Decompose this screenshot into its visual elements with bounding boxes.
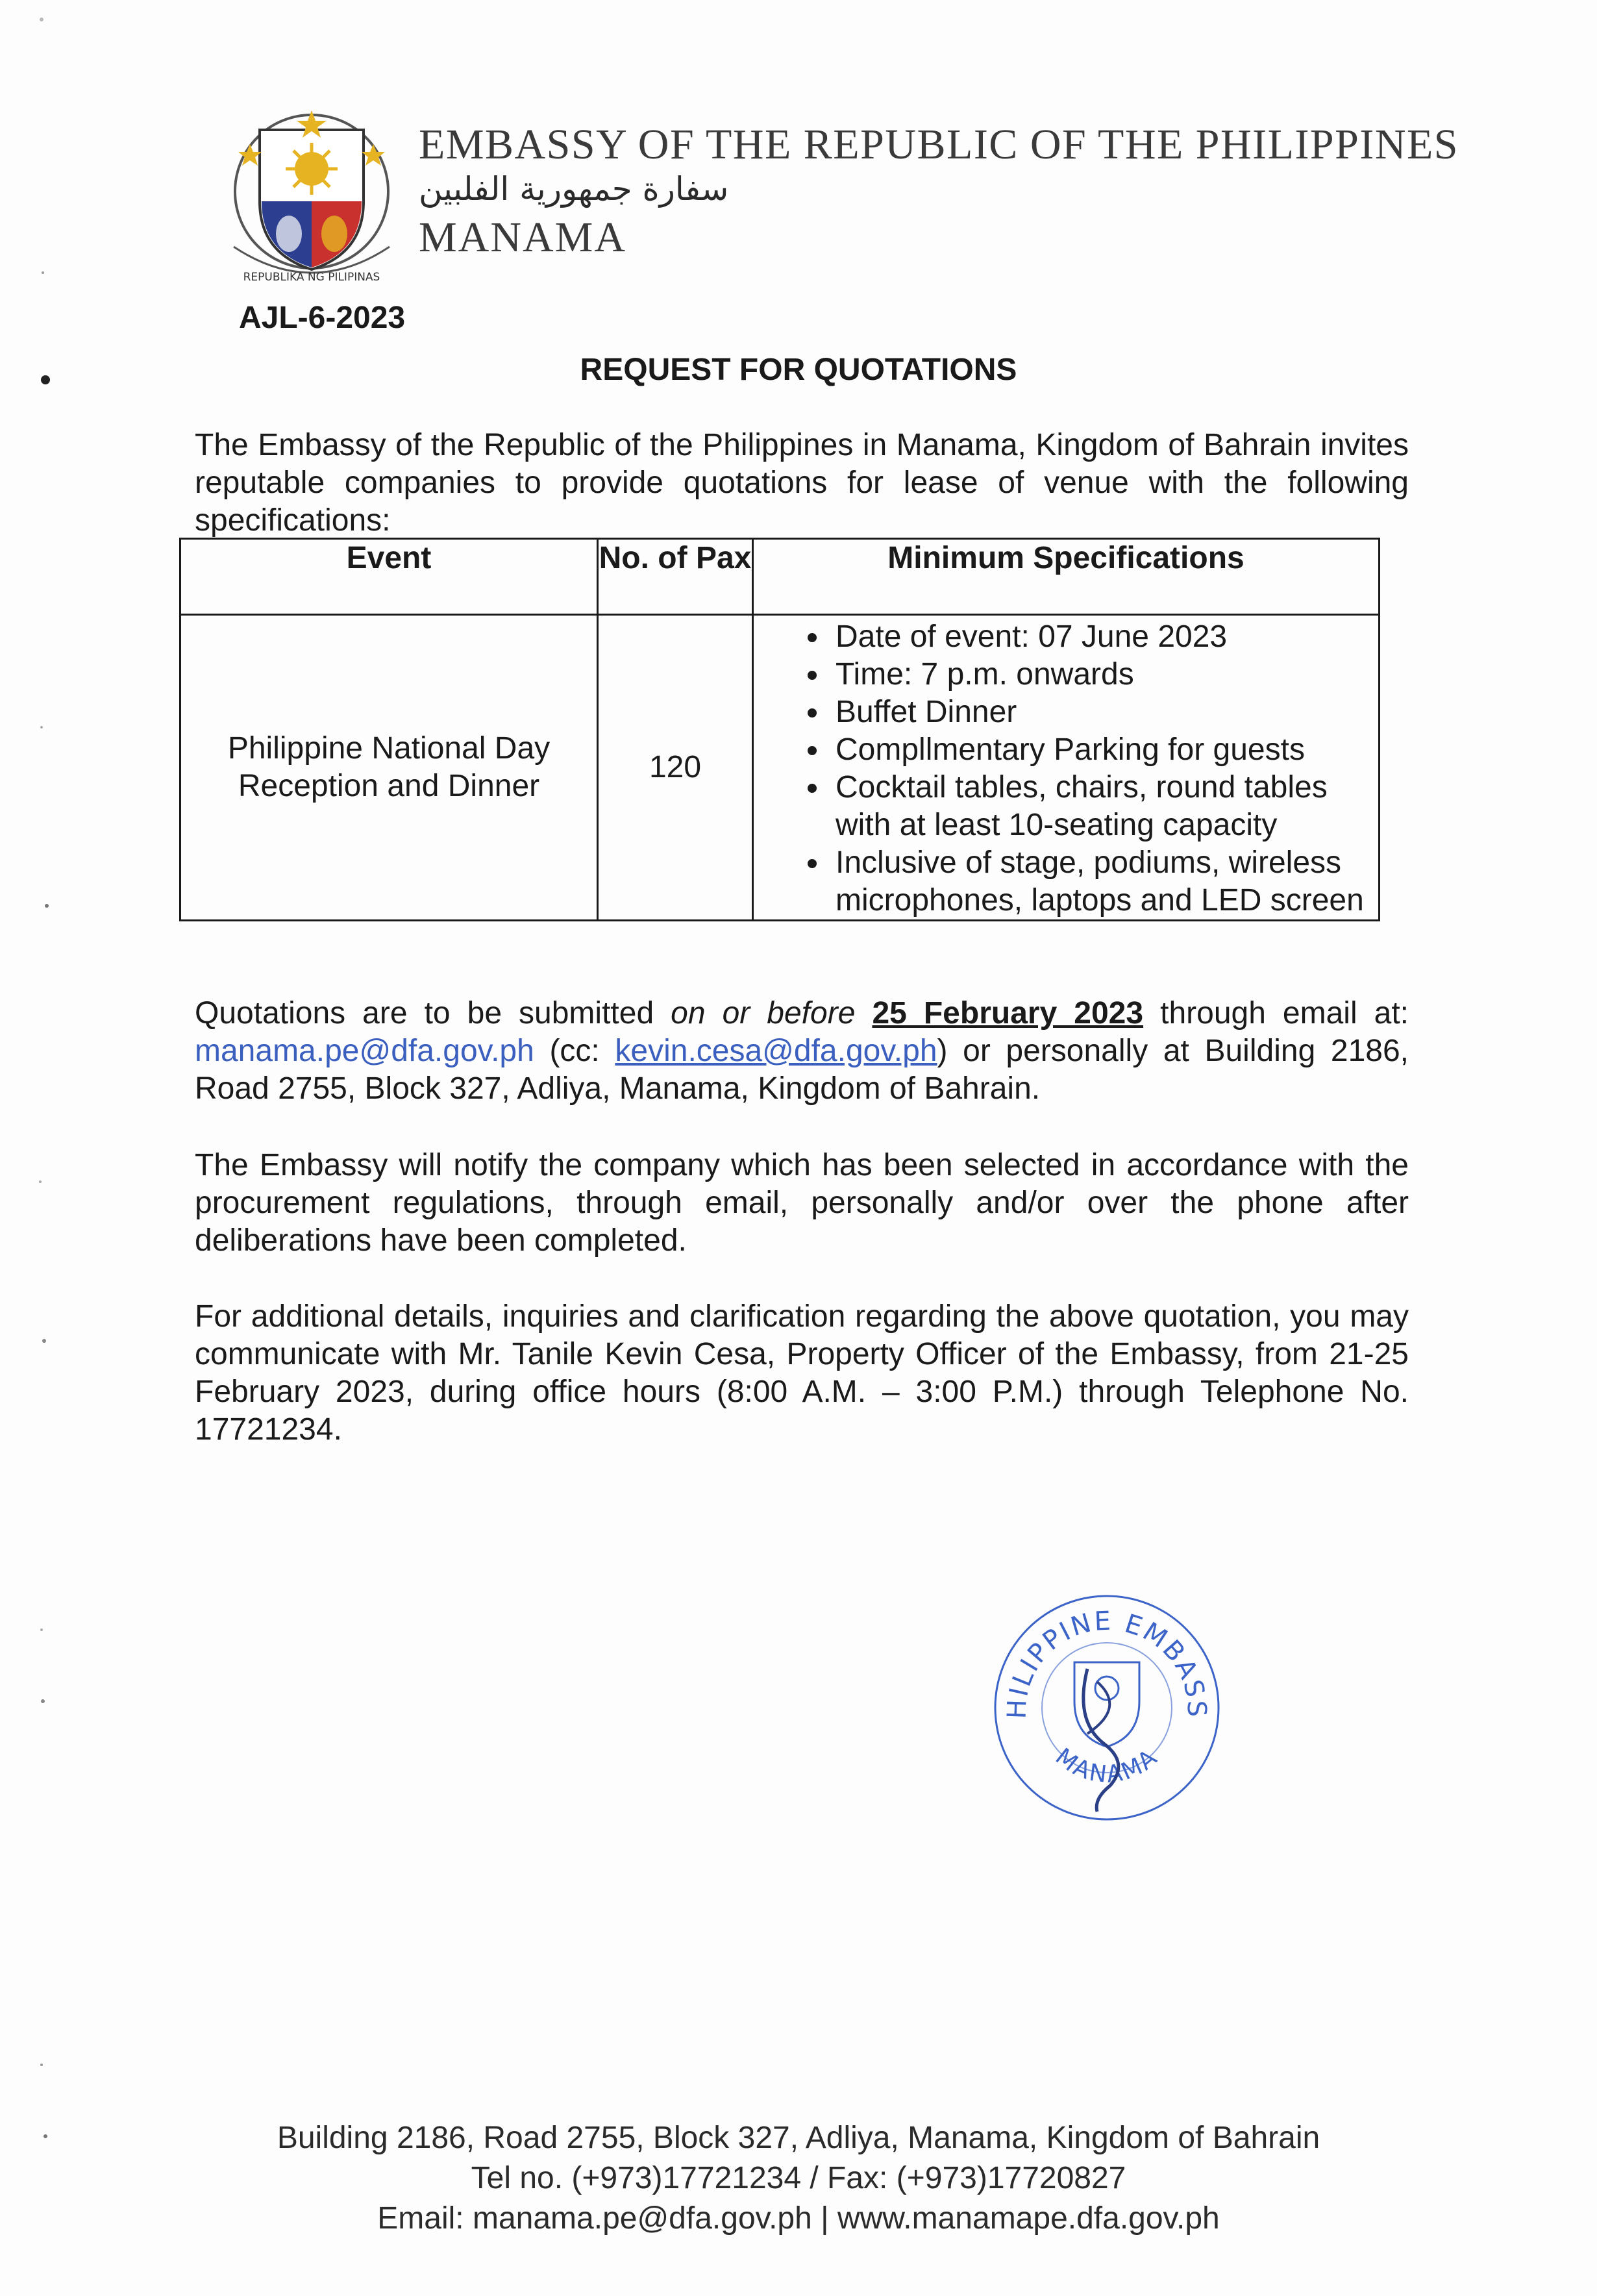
specs-cell: [753, 615, 1380, 921]
pax-cell: 120: [598, 615, 753, 921]
coat-of-arms-icon: [224, 104, 399, 292]
spec-item: • Buffet Dinner: [830, 693, 1365, 731]
footer-address: Building 2186, Road 2755, Block 327, Adliya, Manama, Kingdom of Bahrain: [277, 2121, 1320, 2155]
embassy-city: MANAMA: [419, 214, 627, 261]
document-title: REQUEST FOR QUOTATIONS: [580, 353, 1017, 387]
embassy-email-link[interactable]: manama.pe@dfa.gov.ph: [195, 1034, 534, 1068]
specifications-table: [179, 538, 1380, 921]
submission-address: or personally at Building 2186, Road 2755, Block 327, Adliya, Manama, Kingdom of Bahrain.: [195, 1034, 1409, 1106]
spec-item: • Time: 7 p.m. onwards: [830, 656, 1365, 693]
deadline-phrase: on or before: [671, 996, 856, 1030]
deadline-date: 25 February 2023: [872, 996, 1144, 1030]
spec-item: • Inclusive of stage, podiums, wireless microphones, laptops and LED screen: [830, 844, 1365, 919]
reference-number: AJL-6-2023: [239, 301, 406, 335]
table-row: [180, 615, 1380, 921]
event-name-line1: Philippine National Day: [227, 731, 551, 766]
footer-email-web: Email: manama.pe@dfa.gov.ph | www.manamape.dfa.gov.ph: [377, 2201, 1220, 2236]
submission-after: through email at:: [1143, 996, 1409, 1030]
stamp-icon: [990, 1591, 1224, 1825]
cc-close: ): [937, 1034, 948, 1068]
embassy-name-arabic: سفارة جمهورية الفلبين: [419, 170, 729, 208]
spec-item: • Cocktail tables, chairs, round tables with at least 10-seating capacity: [830, 769, 1365, 844]
embassy-stamp: [990, 1591, 1224, 1825]
spec-item: • Date of event: 07 June 2023: [830, 618, 1365, 656]
header-pax: No. of Pax: [598, 539, 753, 615]
notification-paragraph: The Embassy will notify the company which has been selected in accordance with the procurement regulations, through email, personally and/or over the phone after deliberations have been completed.: [195, 1148, 1409, 1258]
footer-phone: Tel no. (+973)17721234 / Fax: (+973)17720827: [471, 2161, 1126, 2195]
svg-text:MANAMA: MANAMA: [1050, 1743, 1164, 1789]
scan-marks: [26, 0, 65, 2296]
svg-text:PHILIPPINE EMBASSY: HILIPPINE EMBASS: [1002, 1606, 1212, 1719]
spec-item: • Compllmentary Parking for guests: [830, 731, 1365, 769]
intro-paragraph: The Embassy of the Republic of the Philippines in Manama, Kingdom of Bahrain invites reputable companies to provide quotations for lease of venue with the following specifications:: [195, 428, 1409, 538]
svg-text:REPUBLIKA NG PILIPINAS: REPUBLIKA NG PILIPINAS: [243, 271, 380, 284]
cc-open: (cc:: [534, 1034, 615, 1068]
event-cell: [180, 615, 598, 921]
submission-paragraph: [195, 995, 1409, 1108]
submission-lead: Quotations are to be submitted: [195, 996, 671, 1030]
philippine-seal: [224, 104, 399, 292]
header-specs: Minimum Specifications: [753, 539, 1380, 615]
header-event: Event: [180, 539, 598, 615]
cc-email-link[interactable]: kevin.cesa@dfa.gov.ph: [615, 1034, 937, 1068]
embassy-name: EMBASSY OF THE REPUBLIC OF THE PHILIPPINES: [419, 121, 1459, 168]
contact-paragraph: For additional details, inquiries and clarification regarding the above quotation, you may communicate with Mr. Tanile Kevin Cesa, Property Officer of the Embassy, from 21-25 February 2023, during office hours (8:00 A.M. – 3:00 P.M.) through Telephone No. 17721234.: [195, 1299, 1409, 1447]
event-name-line2: Reception and Dinner: [238, 769, 540, 803]
specs-list: [754, 616, 1378, 919]
table-header-row: [180, 539, 1380, 615]
